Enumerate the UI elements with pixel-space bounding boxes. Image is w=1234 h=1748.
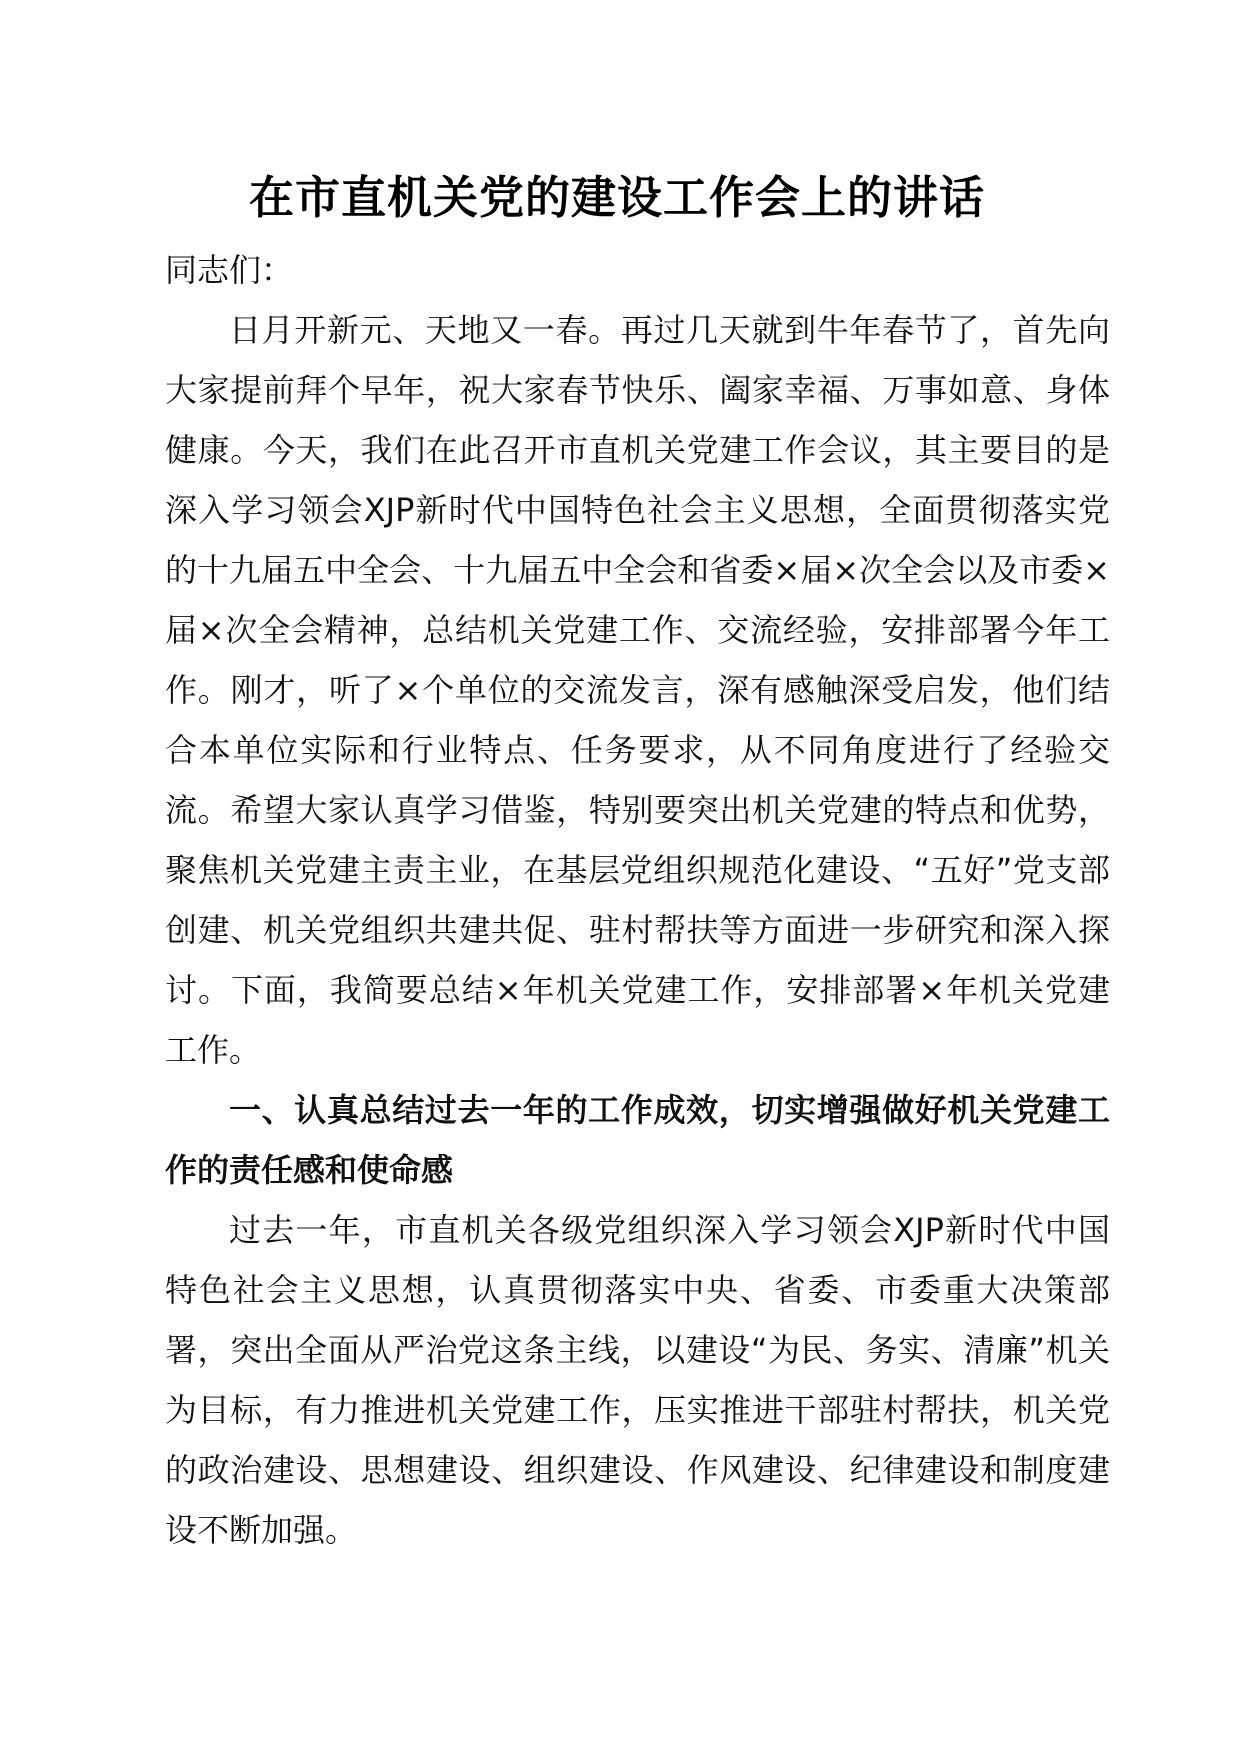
salutation: 同志们：	[165, 251, 294, 289]
document-body	[165, 240, 1110, 1560]
section-paragraph: 过去一年，市直机关各级党组织深入学习领会XJP新时代中国特色社会主义思想，认真贯彻落实中央、省委、市委重大决策部署，突出全面从严治党这条主线，以建设“为民、务实、清廉”机关为目标，有力推进机关党建工作，压实推进干部驻村帮扶，机关党的政治建设、思想建设、组织建设、作风建设、纪律建设和制度建设不断加强。	[165, 1211, 1110, 1549]
document-title: 在市直机关党的建设工作会上的讲话	[248, 171, 985, 224]
section-heading: 一、认真总结过去一年的工作成效，切实增强做好机关党建工作的责任感和使命感	[165, 1091, 1110, 1189]
opening-paragraph: 日月开新元、天地又一春。再过几天就到牛年春节了，首先向大家提前拜个早年，祝大家春节快乐、阖家幸福、万事如意、身体健康。今天，我们在此召开市直机关党建工作会议，其主要目的是深入学习领会XJP新时代中国特色社会主义思想，全面贯彻落实党的十九届五中全会、十九届五中全会和省委×届×次全会以及市委×届×次全会精神，总结机关党建工作、交流经验，安排部署今年工作。刚才，听了×个单位的交流发言，深有感触深受启发，他们结合本单位实际和行业特点、任务要求，从不同角度进行了经验交流。希望大家认真学习借鉴，特别要突出机关党建的特点和优势，聚焦机关党建主责主业，在基层党组织规范化建设、“五好”党支部创建、机关党组织共建共促、驻村帮扶等方面进一步研究和深入探讨。下面，我简要总结×年机关党建工作，安排部署×年机关党建工作。	[165, 311, 1110, 1069]
